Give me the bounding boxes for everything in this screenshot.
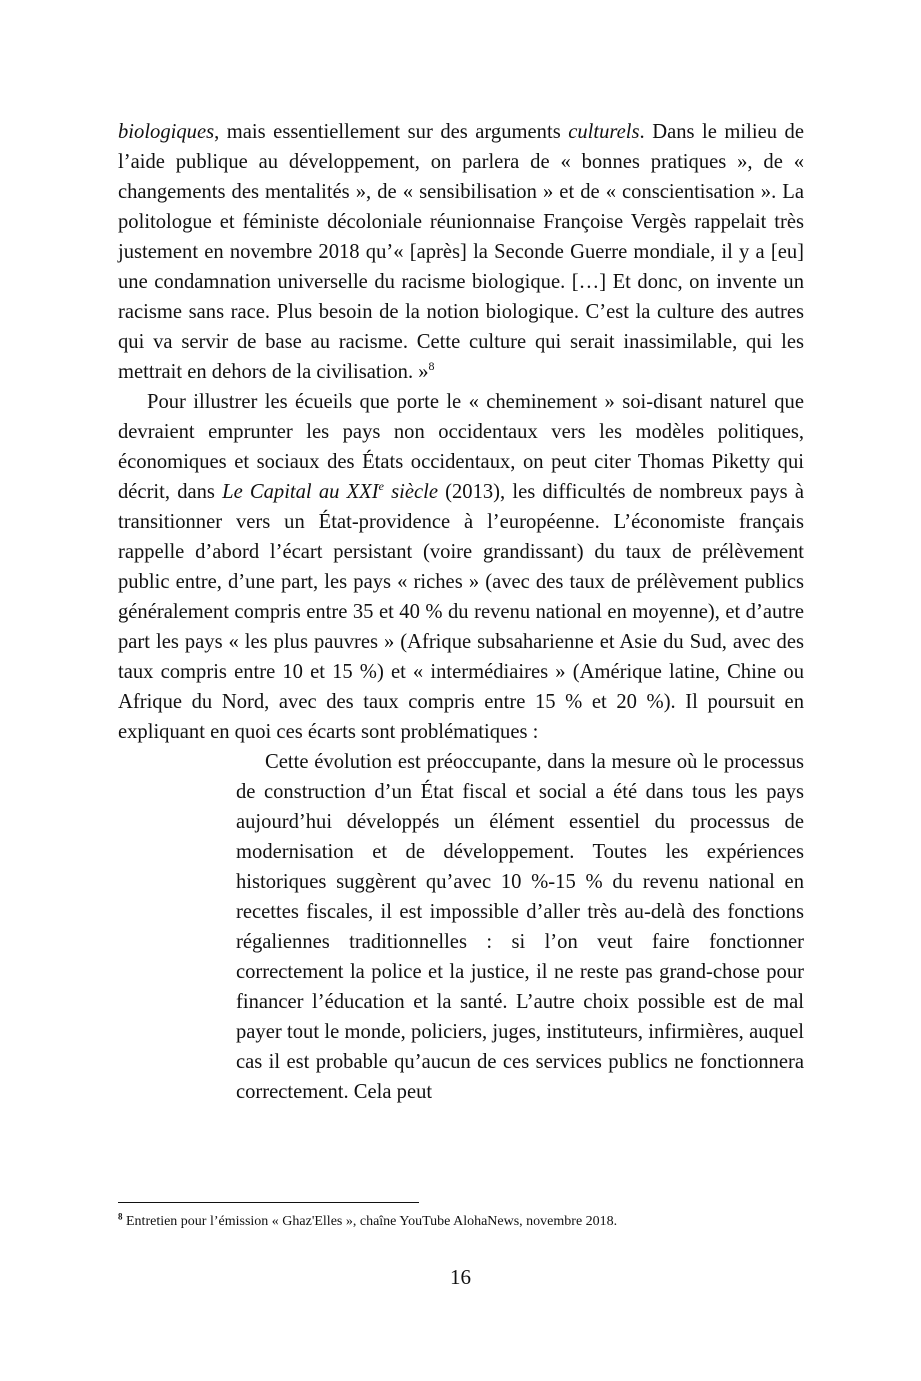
footnote-reference: 8 [428,359,435,374]
footnote [118,1213,818,1231]
paragraph-1-text-a: , mais essentiellement sur des arguments [214,121,569,143]
paragraph-1 [118,117,804,387]
page-number: 16 [450,1265,471,1289]
italic-term-biologiques: biologiques [118,121,215,143]
block-quote: Cette évolution est préoccupante, dans la mesure où le processus de construction d’un État fiscal et social a été dans tous les pays aujourd’hui développés un élément essentiel du processus de modernisation et de développement. Toutes les expériences historiques suggèrent qu’avec 10 %-15 % du revenu national en recettes fiscales, il est impossible d’aller très au-delà des fonctions régaliennes traditionnelles : si l’on veut faire fonctionner correctement la police et la justice, il ne reste pas grand-chose pour financer l’éducation et la santé. L’autre choix possible est de mal payer tout le monde, policiers, juges, instituteurs, infirmières, auquel cas il est probable qu’aucun de ces services publics ne fonctionnera correctement. Cela peut [236,751,804,1103]
paragraph-2-text-a: Pour illustrer les écueils que porte le « cheminement » soi-disant naturel que devraient emprunter les pays non occidentaux vers les modèles politiques, économiques et sociaux des États occidentaux, on peut citer Thomas Piketty qui décrit, dans [118,391,804,503]
italic-term-culturels: culturels [568,121,640,143]
book-title-superscript: e [378,479,384,494]
paragraph-2 [118,387,804,747]
book-title-main: Le Capital au XXI [222,481,379,503]
footnote-number: 8 [118,1211,123,1222]
footnote-divider [118,1202,419,1203]
book-title-end: siècle [383,481,438,503]
paragraph-2-text-b: (2013), les difficultés de nombreux pays à transitionner vers un État-providence à l’européenne. L’économiste français rappelle d’abord l’écart persistant (voire grandissant) du taux de prélèvement public entre, d’une part, les pays « riches » (avec des taux de prélèvement publics généralement compris entre 35 et 40 % du revenu national en moyenne), et d’autre part les pays « les plus pauvres » (Afrique subsaharienne et Asie du Sud, avec des taux compris entre 10 et 15 %) et « intermédiaires » (Amérique latine, Chine ou Afrique du Nord, avec des taux compris entre 15 % et 20 %). Il poursuit en expliquant en quoi ces écarts sont problématiques : [118,481,804,743]
book-title [222,481,438,503]
paragraph-1-text-b: . Dans le milieu de l’aide publique au développement, on parlera de « bonnes pratiques », de « changements des mentalités », de « sensibilisation » et de « conscientisation ». La politologue et féministe décoloniale réunionnaise Françoise Vergès rappelait très justement en novembre 2018 qu’« [après] la Seconde Guerre mondiale, il y a [eu] une condamnation universelle du racisme biologique. […] Et donc, on invente un racisme sans race. Plus besoin de la notion biologique. C’est la culture des autres qui va servir de base au racisme. Cette culture qui serait inassimilable, qui les mettrait en dehors de la civilisation. » [118,121,804,383]
page-body [118,117,804,1107]
footnote-text: Entretien pour l’émission « Ghaz'Elles », chaîne YouTube AlohaNews, novembre 2018. [122,1214,618,1229]
